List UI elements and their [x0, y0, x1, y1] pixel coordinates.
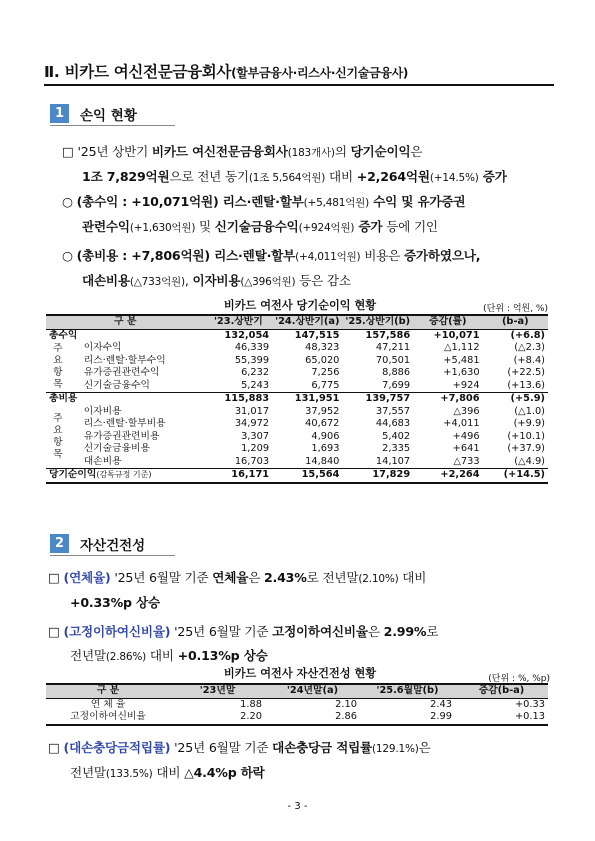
cell: 139,757 [342, 393, 413, 406]
cell: 2.86 [265, 711, 360, 725]
table-row [46, 443, 548, 456]
cell: 55,399 [234, 354, 270, 366]
cell: +641 [452, 443, 480, 454]
table-row [46, 456, 548, 469]
cell: 2.20 [170, 711, 265, 725]
table-row [46, 418, 548, 431]
cell: 2.10 [335, 698, 357, 710]
text: +0.33%p 상승 [70, 595, 160, 610]
cell: △396 [453, 405, 480, 417]
text: '25년 6월말 기준 [170, 624, 273, 639]
text: +0.13%p 상승 [177, 648, 268, 663]
table-row [46, 406, 548, 419]
cell: +5,481 [443, 354, 480, 366]
text: 은 [410, 144, 423, 159]
cell: 14,840 [305, 455, 340, 467]
text: 등은 감소 [295, 273, 351, 288]
text: (+4,011억원) [295, 251, 361, 263]
row-label: 대손비용 [83, 455, 122, 467]
text: 수익 및 유가증권 [369, 194, 466, 209]
text: 신기술금융수익 [214, 219, 299, 234]
cell: +0.33 [514, 698, 545, 710]
cell: 7,256 [311, 367, 340, 378]
table-row [46, 355, 548, 368]
page-number: - 3 - [287, 801, 308, 812]
row-label: 리스·렌탈·할부수익 [83, 354, 166, 366]
bullet: ○ [62, 194, 73, 209]
cell: 65,020 [305, 354, 340, 366]
column-header: '25.상반기(b) [342, 315, 413, 329]
text: 연체율 [212, 570, 249, 585]
cell: 17,829 [342, 469, 413, 483]
table1-caption: 비카드 여전사 당기순이익 현황 [223, 299, 377, 312]
text: (△396억원) [240, 276, 296, 288]
row-label [46, 469, 205, 483]
column-header: '24년말(a) [265, 684, 360, 698]
cell: 37,557 [375, 405, 411, 417]
cell: 1,693 [311, 443, 340, 454]
cell: 37,952 [305, 405, 340, 417]
column-header: '25.6월말(b) [360, 684, 455, 698]
table-header-row [46, 684, 548, 698]
text: (△733억원) [129, 276, 185, 288]
text: , [184, 273, 193, 288]
row-label: 이자비용 [83, 405, 122, 417]
row-label-text: 당기순이익 [49, 469, 97, 480]
page-title-sub: (할부금융사·리스사·신기술금융사) [231, 66, 409, 80]
topic-label: (연체율) [63, 570, 111, 585]
page-title [44, 60, 554, 82]
section-1-rule [50, 125, 175, 126]
text: 고정이하여신비율 [272, 624, 368, 639]
cell: 6,775 [311, 379, 340, 391]
table-row [46, 698, 548, 711]
text: 관련수익 [82, 219, 130, 234]
column-header: '23년말 [170, 684, 265, 698]
bullet: □ [48, 740, 60, 755]
row-label: 신기술금융수익 [83, 379, 150, 391]
cell: 8,886 [382, 367, 411, 378]
topic-label: (대손충당금적립률) [63, 740, 171, 755]
text: (총수익 : +10,071억원) 리스·렌탈·할부 [76, 194, 304, 209]
cell: △1,112 [443, 342, 480, 353]
cell: 157,586 [342, 329, 413, 342]
text: 당기순이익 [350, 144, 411, 159]
column-header: 구 분 [46, 315, 205, 329]
page-title-main: Ⅱ. 비카드 여신전문금융회사 [44, 63, 232, 81]
text: 은 [248, 570, 264, 585]
table1-unit: (단위 : 억원, %) [483, 304, 548, 314]
cell: (+10.1) [507, 430, 545, 442]
cell: +4,011 [443, 418, 480, 429]
text: 으로 전년 동기 [169, 169, 249, 184]
text: (129.1%) [372, 743, 419, 755]
cell: 44,683 [375, 418, 411, 429]
net-income-table [46, 314, 548, 484]
text: 2.43% [263, 570, 307, 585]
bullet: ○ [62, 248, 73, 263]
cell: 16,703 [234, 455, 270, 467]
table2-caption: 비카드 여전사 자산건전성 현황 [223, 667, 377, 680]
cell: +10,071 [413, 329, 482, 342]
text: 의 [334, 144, 351, 159]
row-label: 고정이하여신비율 [46, 711, 170, 725]
cell: 70,501 [375, 354, 411, 366]
row-label: 총수익 [46, 329, 205, 342]
section-1-label: 손익 현황 [80, 108, 137, 124]
cell: (+13.6) [507, 379, 545, 391]
cell: +496 [452, 430, 480, 442]
cell: (+8.4) [513, 354, 545, 366]
cell: △733 [453, 455, 480, 467]
text: 비용은 [360, 248, 404, 263]
row-label: 유가증권관련비용 [83, 430, 160, 442]
cell: 46,339 [234, 342, 270, 353]
text: 2.99% [383, 624, 427, 639]
text: 증가 [354, 219, 383, 234]
text: (+14.5%) [429, 172, 479, 184]
summary-paragraph-2 [62, 190, 562, 240]
cell: 2.43 [430, 698, 452, 710]
cell: (△4.9) [514, 455, 545, 467]
bullet: □ [62, 144, 74, 159]
table-row [46, 431, 548, 444]
section-2-rule [50, 555, 175, 556]
text: 및 [195, 219, 215, 234]
cell: 16,171 [205, 469, 273, 483]
row-label: 유가증권관련수익 [83, 367, 160, 378]
table-row [46, 367, 548, 380]
cell: 132,054 [205, 329, 273, 342]
cell: (+14.5) [483, 469, 548, 483]
text: 이자비용 [192, 273, 241, 288]
cell: +1,630 [443, 367, 480, 378]
text: (2.86%) [105, 651, 147, 663]
text: 전년말 [70, 765, 106, 780]
npl-paragraph [48, 620, 558, 669]
text: 대비 [146, 648, 178, 663]
text: 은 [418, 740, 431, 755]
text: △4.4%p 하락 [184, 765, 265, 780]
text: 대손비용 [82, 273, 130, 288]
text: 증가 [478, 169, 507, 184]
cell: 47,211 [375, 342, 411, 353]
text: (+5,481억원) [303, 197, 369, 209]
cell: 7,699 [382, 379, 411, 391]
cell: 4,906 [311, 430, 340, 442]
row-label-sub: (감독규정 기준) [96, 470, 152, 479]
cell: (△2.3) [514, 342, 545, 353]
cell: 2,335 [382, 443, 411, 454]
bullet: □ [48, 570, 60, 585]
table-row [46, 469, 548, 483]
group-label: 주요항목 [53, 412, 63, 460]
table-row [46, 711, 548, 725]
section-2-label: 자산건전성 [80, 538, 146, 554]
cell: (+37.9) [507, 443, 545, 454]
text: 대비 [325, 169, 357, 184]
text: '25년 상반기 [77, 144, 152, 159]
title-rule [44, 84, 554, 86]
table-header-row [46, 315, 548, 329]
text: (133.5%) [105, 768, 153, 780]
row-label: 리스·렌탈·할부비용 [83, 418, 166, 429]
column-header: 구 분 [46, 684, 170, 698]
text: (2.10%) [358, 573, 399, 585]
cell: 1.88 [240, 698, 262, 710]
cell: (+6.8) [483, 329, 548, 342]
cell: 131,951 [272, 393, 342, 406]
text: 대비 [398, 570, 427, 585]
text: 은 [367, 624, 384, 639]
text: 대비 [152, 765, 185, 780]
cell: 34,972 [234, 418, 270, 429]
text: 증가하였으나, [403, 248, 481, 263]
text: (1조 5,564억원) [248, 172, 326, 184]
column-header: '23.상반기 [205, 315, 273, 329]
cell: 1,209 [241, 443, 270, 454]
cell: (△1.0) [514, 405, 545, 417]
cell: 115,883 [205, 393, 273, 406]
text: (+924억원) [298, 222, 355, 234]
cell: 15,564 [272, 469, 342, 483]
row-label: 연 체 율 [90, 698, 126, 710]
column-header: (b-a) [483, 315, 548, 329]
cell: 40,672 [305, 418, 340, 429]
text: 비카드 여신전문금융회사 [151, 144, 288, 159]
text: (총비용 : +7,806억원) 리스·렌탈·할부 [76, 248, 296, 263]
row-label: 이자수익 [83, 342, 122, 353]
text: (+1,630억원) [129, 222, 196, 234]
asset-quality-table [46, 683, 548, 726]
cell: (+5.9) [483, 393, 548, 406]
group-label: 주요항목 [53, 343, 63, 390]
text: 로 전년말 [306, 570, 359, 585]
row-label: 총비용 [46, 393, 205, 406]
table-row [46, 329, 548, 342]
cell: 5,243 [241, 379, 270, 391]
text: '25년 6월말 기준 [110, 570, 213, 585]
column-header: 증감(b-a) [455, 684, 548, 698]
cell: 31,017 [234, 405, 270, 417]
topic-label: (고정이하여신비율) [63, 624, 171, 639]
column-header: 증감(률) [413, 315, 482, 329]
table2-unit: (단위 : %, %p) [488, 674, 550, 684]
cell: +0.13 [455, 711, 548, 725]
text: '25년 6월말 기준 [170, 740, 273, 755]
cell: 3,307 [241, 430, 270, 442]
cell: 2.99 [360, 711, 455, 725]
cell: 14,107 [375, 455, 411, 467]
cell: +7,806 [413, 393, 482, 406]
row-label: 신기술금융비용 [83, 443, 150, 454]
text: 등에 기인 [382, 219, 438, 234]
summary-paragraph-1 [62, 140, 562, 190]
column-header: '24.상반기(a) [272, 315, 342, 329]
text: (183개사) [287, 147, 335, 159]
cell: (+9.9) [513, 418, 545, 429]
section-1-number: 1 [50, 104, 69, 123]
text: 로 [426, 624, 439, 639]
text: +2,264억원 [356, 169, 430, 184]
delinquency-paragraph [48, 566, 558, 615]
cell: 5,402 [382, 430, 411, 442]
cell: (+22.5) [507, 367, 545, 378]
text: 1조 7,829억원 [82, 169, 170, 184]
section-2-number: 2 [50, 534, 69, 553]
summary-paragraph-3 [62, 244, 562, 294]
table-row [46, 342, 548, 355]
text: 전년말 [70, 648, 106, 663]
text: 대손충당금 적립률 [272, 740, 373, 755]
cell: 6,232 [241, 367, 270, 378]
cell: 48,323 [305, 342, 340, 353]
table-row [46, 380, 548, 393]
cell: 147,515 [272, 329, 342, 342]
bullet: □ [48, 624, 60, 639]
cell: +2,264 [413, 469, 482, 483]
cell: +924 [452, 379, 480, 391]
table-row [46, 393, 548, 406]
allowance-paragraph [48, 736, 558, 786]
